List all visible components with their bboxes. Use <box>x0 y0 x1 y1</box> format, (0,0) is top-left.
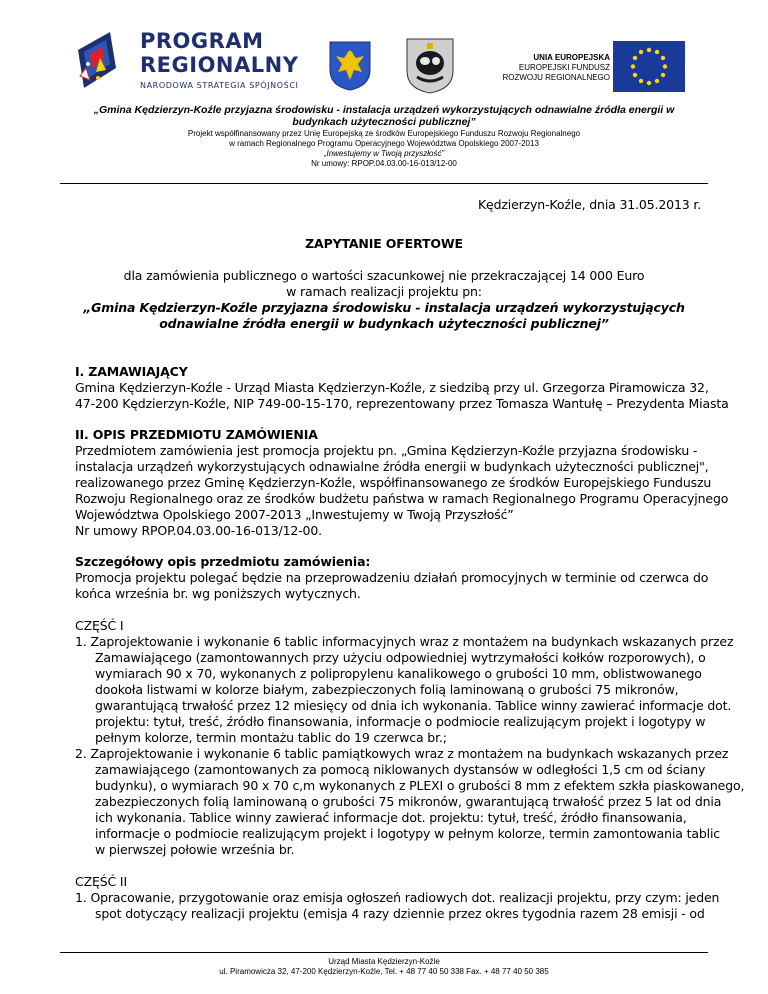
place-date: Kędzierzyn-Koźle, dnia 31.05.2013 r. <box>478 197 702 212</box>
part1-item2-line3: budynku), o wymiarach 90 x 70 c,m wykonanych z PLEXI o grubości 8 mm z efektem szkła piaskowanego, <box>95 778 745 793</box>
program-line3: NARODOWA STRATEGIA SPÓJNOŚCI <box>140 81 299 90</box>
intro-line3: „Gmina Kędzierzyn-Koźle przyjazna środowisku - instalacja urządzeń wykorzystujących <box>83 300 685 315</box>
part1-item1-line4: dookoła listwami w kolorze białym, zabezpieczonych folią laminowaną o grubości 75 mikronów, <box>95 682 679 697</box>
program-regionalny-flag-icon <box>76 28 136 92</box>
part1-item1-line5: gwarantującą trwałość przez 12 miesięcy od dnia ich wykonania. Tablice winny zawierać informacje dot. <box>95 698 732 713</box>
part1-item1-line1: 1. Zaprojektowanie i wykonanie 6 tablic informacyjnych wraz z montażem na budynkach wskazanych przez <box>75 634 734 649</box>
part1-item2-line7: w pierwszej połowie września br. <box>95 842 295 857</box>
project-program-line: w ramach Regionalnego Programu Operacyjnego Województwa Opolskiego 2007-2013 <box>229 139 539 148</box>
header-divider <box>60 183 708 184</box>
intro-line2: w ramach realizacji projektu pn: <box>286 284 482 299</box>
part1-title: CZĘŚĆ I <box>75 618 124 633</box>
part1-item1-line7: pełnym kolorze, termin montażu tablic do 19 czerwca br.; <box>95 730 447 745</box>
part1-item2-line1: 2. Zaprojektowanie i wykonanie 6 tablic pamiątkowych wraz z montażem na budynkach wskazanych przez <box>75 746 729 761</box>
project-contract-number: Nr umowy: RPOP.04.03.00-16-013/12-00 <box>311 159 457 168</box>
details-line1: Promocja projektu polegać będzie na przeprowadzeniu działań promocyjnych w terminie od czerwca do <box>75 570 709 585</box>
section2-line4: Rozwoju Regionalnego oraz ze środków budżetu państwa w ramach Regionalnego Programu Operacyjnego <box>75 491 729 506</box>
footer-address: ul. Piramowicza 32, 47-200 Kędzierzyn-Koźle, Tel. + 48 77 40 50 338 Fax. + 48 77 40 50 385 <box>219 967 549 976</box>
section1-line1: Gmina Kędzierzyn-Koźle - Urząd Miasta Kędzierzyn-Koźle, z siedzibą przy ul. Grzegorza Piramowicza 32, <box>75 380 709 395</box>
part1-item2-line2: zamawiającego (zamontowanych za pomocą niklowanych dystansów w odległości 1,5 cm od ściany <box>95 762 706 777</box>
section1-line2: 47-200 Kędzierzyn-Koźle, NIP 749-00-15-170, reprezentowany przez Tomasza Wantułę – Prezydenta Miasta <box>75 396 729 411</box>
section2-line3: realizowanego przez Gminę Kędzierzyn-Koźle, współfinansowanego ze środków Europejskiego Funduszu <box>75 475 712 490</box>
kedzierzyn-kozle-crest-icon <box>405 37 455 95</box>
project-title-line1: „Gmina Kędzierzyn-Koźle przyjazna środowisku - instalacja urządzeń wykorzystujących odnawialne źródła energii w <box>93 104 675 116</box>
program-regionalny-logo <box>76 26 316 96</box>
part1-item1-line2: Zamawiającego (zamontowannych przy użyciu odpowiedniej wytrzymałości kołków rozporowych), o <box>95 650 706 665</box>
section1-title: I. ZAMAWIAJĄCY <box>75 364 188 379</box>
section2-line5: Województwa Opolskiego 2007-2013 „Inwestujemy w Twoją Przyszłość” <box>75 507 514 522</box>
ue-line1: UNIA EUROPEJSKA <box>533 53 610 62</box>
section2-line6: Nr umowy RPOP.04.03.00-16-013/12-00. <box>75 523 322 538</box>
section2-line1: Przedmiotem zamówienia jest promocja projektu pn. „Gmina Kędzierzyn-Koźle przyjazna środowisku - <box>75 443 698 458</box>
ue-line3: ROZWOJU REGIONALNEGO <box>502 73 610 82</box>
footer-divider <box>60 952 708 953</box>
ue-line2: EUROPEJSKI FUNDUSZ <box>518 63 610 72</box>
part1-item2-line4: zabezpieczonych folią laminowaną o grubości 75 mikronów, gwarantującą trwałość przez 5 lat od dnia <box>95 794 722 809</box>
project-title <box>60 104 708 128</box>
program-line2: REGIONALNY <box>140 53 299 77</box>
document-heading: ZAPYTANIE OFERTOWE <box>305 236 463 251</box>
project-cofinance-line: Projekt współfinansowany przez Unię Europejską ze środków Europejskiego Funduszu Rozwoju Regionalnego <box>187 129 581 138</box>
part1-item1-line3: wymiarach 90 x 70, wykonanych z polipropylenu kanalikowego o grubości 10 mm, oblistwowanego <box>95 666 702 681</box>
project-slogan: „Inwestujemy w Twoją przyszłość” <box>323 149 445 158</box>
section2-title: II. OPIS PRZEDMIOTU ZAMÓWIENIA <box>75 427 318 442</box>
project-title-line2: budynkach użyteczności publicznej” <box>292 116 476 128</box>
part2-item1-line1: 1. Opracowanie, przygotowanie oraz emisja ogłoszeń radiowych dot. realizacji projektu, przy czym: jeden <box>75 890 720 905</box>
part1-item2-line5: ich wykonania. Tablice winny zawierać informacje dot. projektu: tytuł, treść, źródło finansowania, <box>95 810 687 825</box>
eu-flag-icon <box>613 41 685 92</box>
eu-fund-label <box>480 53 610 83</box>
intro-line4: odnawialne źródła energii w budynkach użyteczności publicznej” <box>159 316 609 331</box>
part1-item2-line6: informacje o podmiocie realizującym projekt i logotypy w pełnym kolorze, termin zamontowania tablic <box>95 826 721 841</box>
part2-title: CZĘŚĆ II <box>75 874 127 889</box>
opolskie-crest-icon <box>328 40 372 92</box>
footer-office: Urząd Miasta Kędzierzyn-Koźle <box>328 957 440 966</box>
part1-item1-line6: projektu: tytuł, treść, źródło finansowania, informacje o podmiocie realizującym projekt i logotypy w <box>95 714 706 729</box>
details-line2: końca września br. wg poniższych wytycznych. <box>75 586 361 601</box>
section2-line2: instalacja urządzeń wykorzystujących odnawialne źródła energii w budynkach użyteczności publicznej", <box>75 459 709 474</box>
part2-item1-line2: spot dotyczący realizacji projektu (emisja 4 razy dziennie przez okres tygodnia razem 28 emisji - od <box>95 906 705 921</box>
details-title: Szczegółowy opis przedmiotu zamówienia: <box>75 554 371 569</box>
program-line1: PROGRAM <box>140 29 264 53</box>
intro-line1: dla zamówienia publicznego o wartości szacunkowej nie przekraczającej 14 000 Euro <box>123 268 645 283</box>
